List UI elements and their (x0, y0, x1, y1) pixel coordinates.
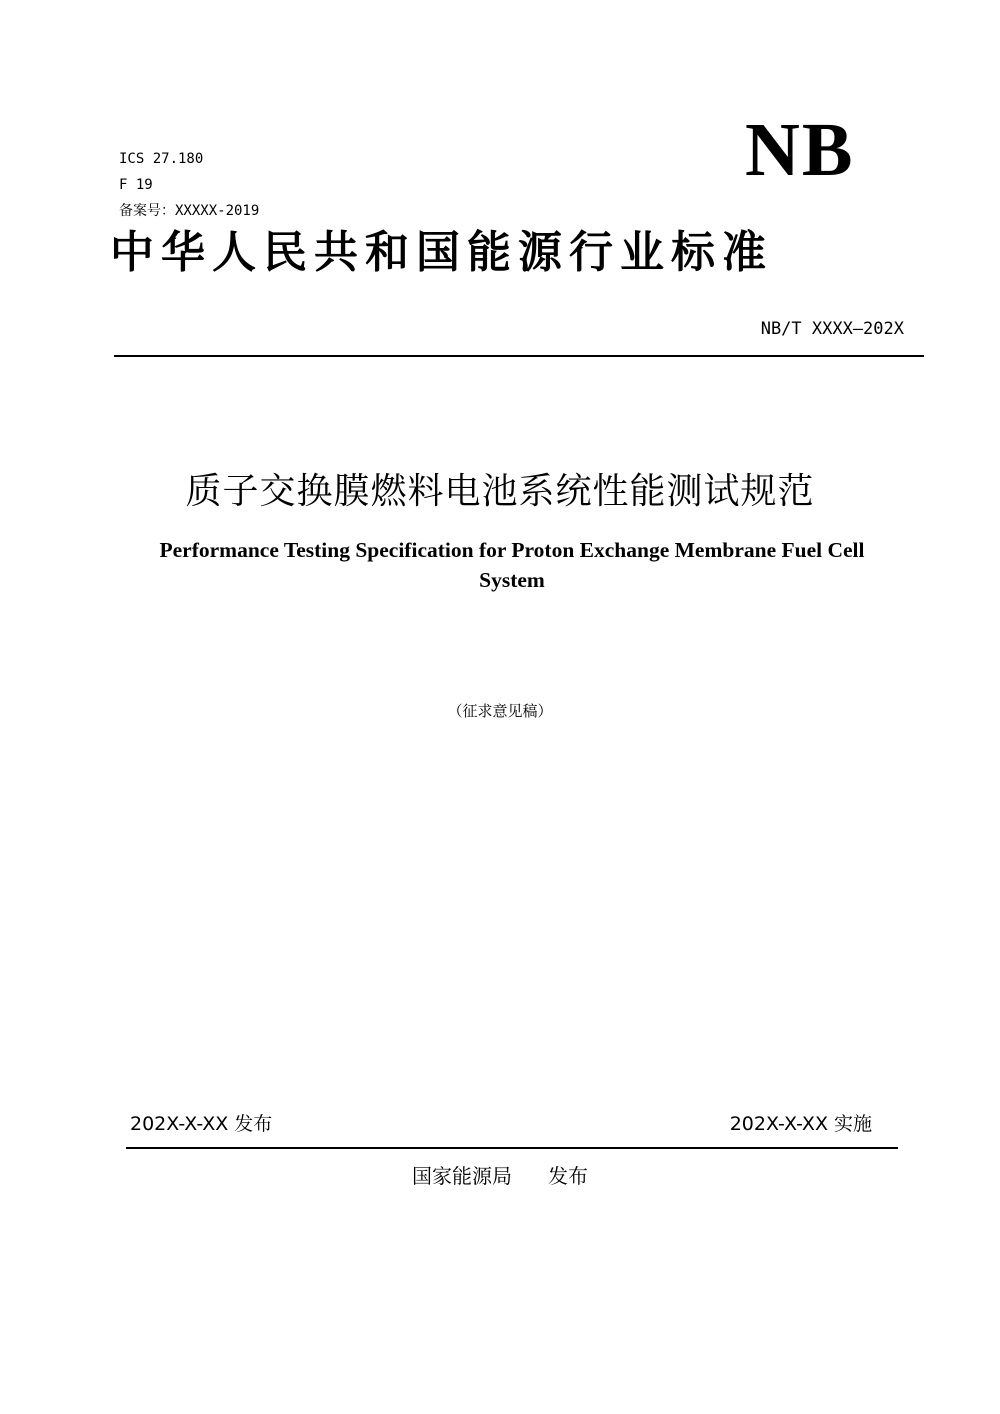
implementation-date: 202X-X-XX 实施 (729, 1113, 872, 1135)
nb-logo: NB (745, 108, 855, 192)
issuer-action: 发布 (548, 1164, 588, 1188)
issuer-line (0, 1161, 1000, 1191)
filing-number: 备案号：XXXXX-2019 (119, 203, 260, 219)
english-title-line-2: System (479, 568, 545, 592)
document-title-english (100, 535, 924, 595)
footer-divider (126, 1147, 898, 1149)
ics-code: ICS 27.180 (119, 151, 204, 167)
standard-number: NB/T XXXX—202X (760, 319, 904, 339)
issuer-name: 国家能源局 (412, 1164, 512, 1188)
issue-date: 202X-X-XX 发布 (130, 1113, 273, 1135)
header-divider (114, 355, 924, 357)
document-title-chinese: 质子交换膜燃料电池系统性能测试规范 (185, 471, 815, 512)
draft-status: （征求意见稿） (447, 702, 553, 720)
standard-category-title: 中华人民共和国能源行业标准 (110, 227, 773, 278)
english-title-line-1: Performance Testing Specification for Proton Exchange Membrane Fuel Cell (159, 538, 865, 562)
classification-code: F 19 (119, 177, 153, 193)
